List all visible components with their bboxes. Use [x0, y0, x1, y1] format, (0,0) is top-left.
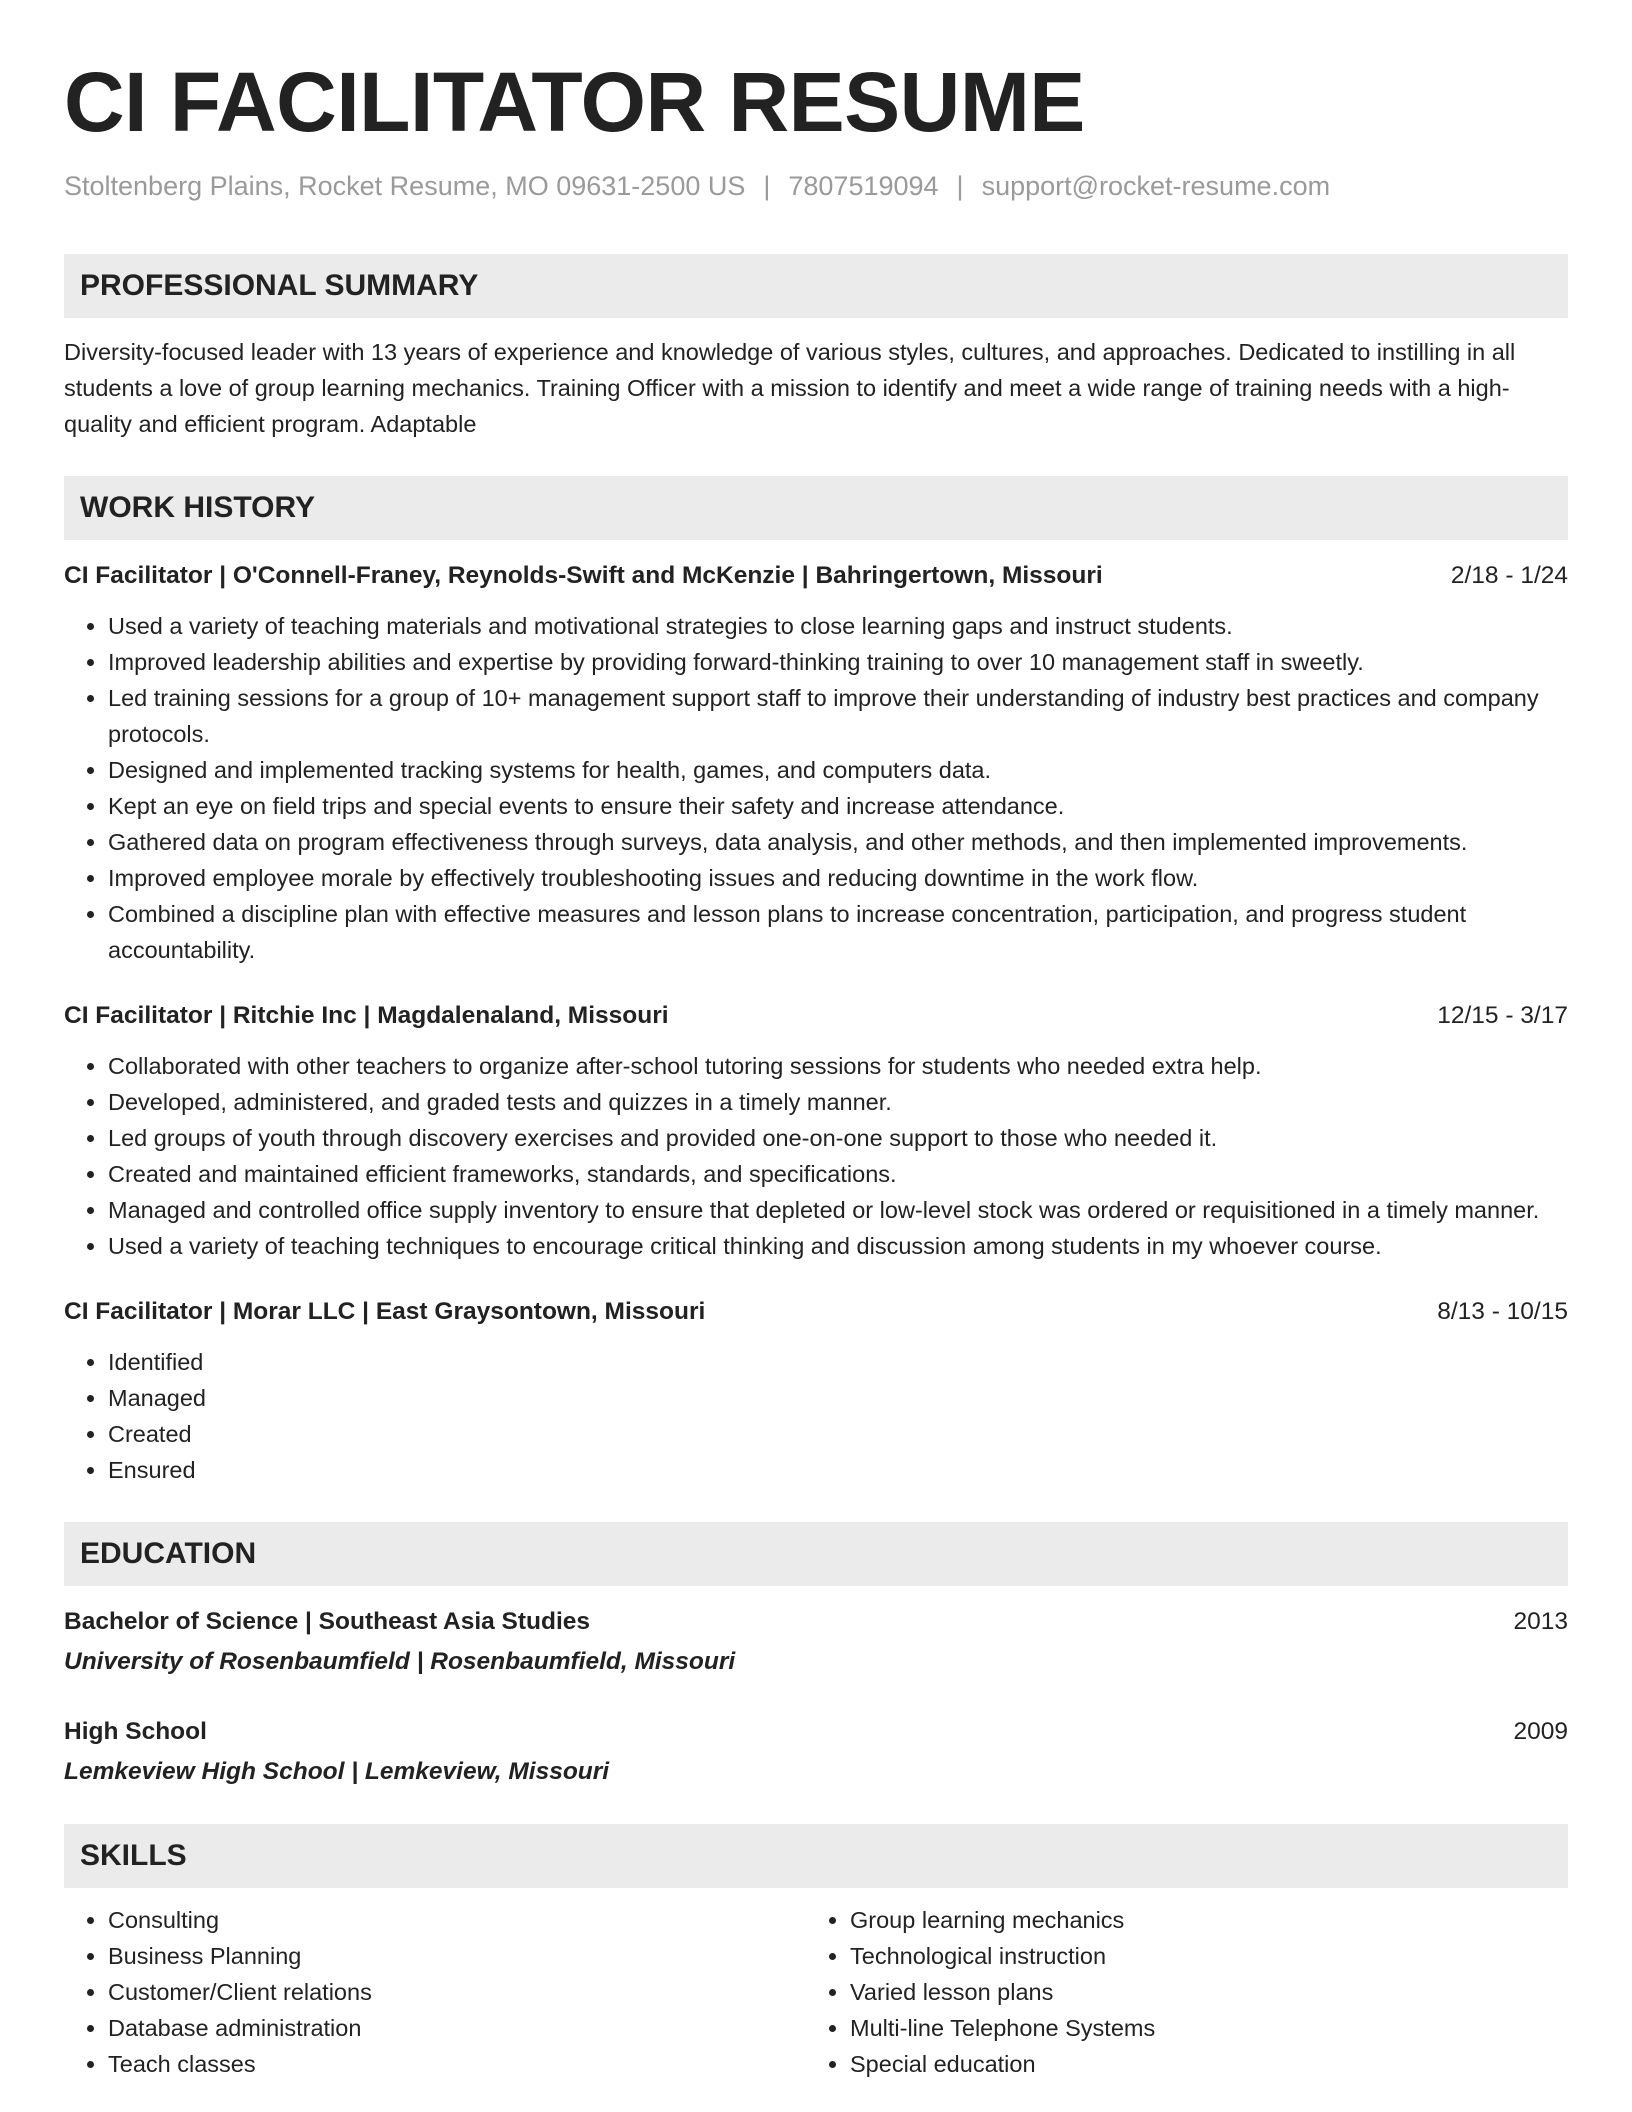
job-title: CI Facilitator | Ritchie Inc | Magdalenaland, Missouri — [64, 1002, 669, 1029]
skills-heading: SKILLS — [64, 1824, 1568, 1888]
job-bullet: • Developed, administered, and graded tests and quizzes in a timely manner. — [108, 1084, 1568, 1120]
job-bullet: • Created — [108, 1416, 1568, 1452]
contact-line — [64, 166, 1568, 206]
job-title: CI Facilitator | Morar LLC | East Graysontown, Missouri — [64, 1298, 706, 1325]
job-bullet: • Ensured — [108, 1452, 1568, 1488]
work-history-heading: WORK HISTORY — [64, 476, 1568, 540]
resume-page — [64, 50, 1568, 2082]
job-entry — [64, 558, 1568, 968]
contact-phone: 7807519094 — [788, 171, 939, 201]
education-entry — [64, 1714, 1568, 1790]
contact-email: support@rocket-resume.com — [981, 171, 1331, 201]
skill-item: • Customer/Client relations — [108, 1974, 806, 2010]
skill-item: • Business Planning — [108, 1938, 806, 1974]
education-year: 2009 — [1513, 1718, 1568, 1745]
education-row — [64, 1714, 1568, 1750]
job-bullet: • Led groups of youth through discovery exercises and provided one-on-one support to those who needed it. — [108, 1120, 1568, 1156]
skill-item: • Varied lesson plans — [850, 1974, 1548, 2010]
education-heading: EDUCATION — [64, 1522, 1568, 1586]
education-row — [64, 1604, 1568, 1640]
skill-item: • Technological instruction — [850, 1938, 1548, 1974]
contact-address: Stoltenberg Plains, Rocket Resume, MO 09631-2500 US — [64, 171, 746, 201]
job-bullet: • Identified — [108, 1344, 1568, 1380]
job-bullet: • Led training sessions for a group of 10+ management support staff to improve their understanding of industry best practices and company protocols. — [108, 680, 1568, 752]
job-bullet: • Used a variety of teaching techniques to encourage critical thinking and discussion among students in my whoever course. — [108, 1228, 1568, 1264]
job-bullet: • Gathered data on program effectiveness through surveys, data analysis, and other methods, and then implemented improvements. — [108, 824, 1568, 860]
education-degree: High School — [64, 1718, 207, 1745]
job-bullet: • Improved employee morale by effectively troubleshooting issues and reducing downtime in the work flow. — [108, 860, 1568, 896]
resume-title: CI FACILITATOR RESUME — [64, 55, 1085, 149]
skill-item: • Teach classes — [108, 2046, 806, 2082]
skill-item: • Multi-line Telephone Systems — [850, 2010, 1548, 2046]
job-entry — [64, 1294, 1568, 1488]
contact-separator: | — [763, 171, 771, 201]
job-bullet: • Used a variety of teaching materials and motivational strategies to close learning gaps and instruct students. — [108, 608, 1568, 644]
job-bullet: • Improved leadership abilities and expertise by providing forward-thinking training to over 10 management staff in sweetly. — [108, 644, 1568, 680]
job-bullets — [64, 608, 1568, 968]
job-bullet: • Combined a discipline plan with effective measures and lesson plans to increase concentration, participation, and progress student accountability. — [108, 896, 1568, 968]
skill-item: • Consulting — [108, 1902, 806, 1938]
skills-column-right — [806, 1902, 1548, 2082]
job-dates: 12/15 - 3/17 — [1437, 1002, 1568, 1029]
skill-item: • Database administration — [108, 2010, 806, 2046]
skills-grid — [64, 1902, 1568, 2082]
job-title-row — [64, 998, 1568, 1034]
skills-column-left — [64, 1902, 806, 2082]
job-bullet: • Designed and implemented tracking systems for health, games, and computers data. — [108, 752, 1568, 788]
skill-item: • Special education — [850, 2046, 1548, 2082]
job-bullet: • Collaborated with other teachers to organize after-school tutoring sessions for students who needed extra help. — [108, 1048, 1568, 1084]
education-degree: Bachelor of Science | Southeast Asia Studies — [64, 1608, 591, 1635]
job-bullets — [64, 1048, 1568, 1264]
education-school: University of Rosenbaumfield | Rosenbaumfield, Missouri — [64, 1648, 736, 1675]
summary-text: Diversity-focused leader with 13 years of experience and knowledge of various styles, cultures, and approaches. Dedicated to instilling in all students a love of group learning mechanics. Training Officer with a mission to identify and meet a wide range of training needs with a high-quality and efficient program. Adaptable — [64, 339, 1516, 437]
job-bullet: • Managed — [108, 1380, 1568, 1416]
education-year: 2013 — [1513, 1608, 1568, 1635]
job-entry — [64, 998, 1568, 1264]
skill-item: • Group learning mechanics — [850, 1902, 1548, 1938]
summary-heading: PROFESSIONAL SUMMARY — [64, 254, 1568, 318]
job-dates: 8/13 - 10/15 — [1437, 1298, 1568, 1325]
job-title: CI Facilitator | O'Connell-Franey, Reynolds-Swift and McKenzie | Bahringertown, Missouri — [64, 562, 1103, 589]
education-entry — [64, 1604, 1568, 1680]
job-bullet: • Created and maintained efficient frameworks, standards, and specifications. — [108, 1156, 1568, 1192]
contact-separator: | — [956, 171, 964, 201]
job-title-row — [64, 1294, 1568, 1330]
job-bullet: • Kept an eye on field trips and special events to ensure their safety and increase attendance. — [108, 788, 1568, 824]
job-title-row — [64, 558, 1568, 594]
job-dates: 2/18 - 1/24 — [1450, 562, 1568, 589]
education-school: Lemkeview High School | Lemkeview, Missouri — [64, 1758, 610, 1785]
job-bullet: • Managed and controlled office supply inventory to ensure that depleted or low-level stock was ordered or requisitioned in a timely manner. — [108, 1192, 1568, 1228]
job-bullets — [64, 1344, 1568, 1488]
